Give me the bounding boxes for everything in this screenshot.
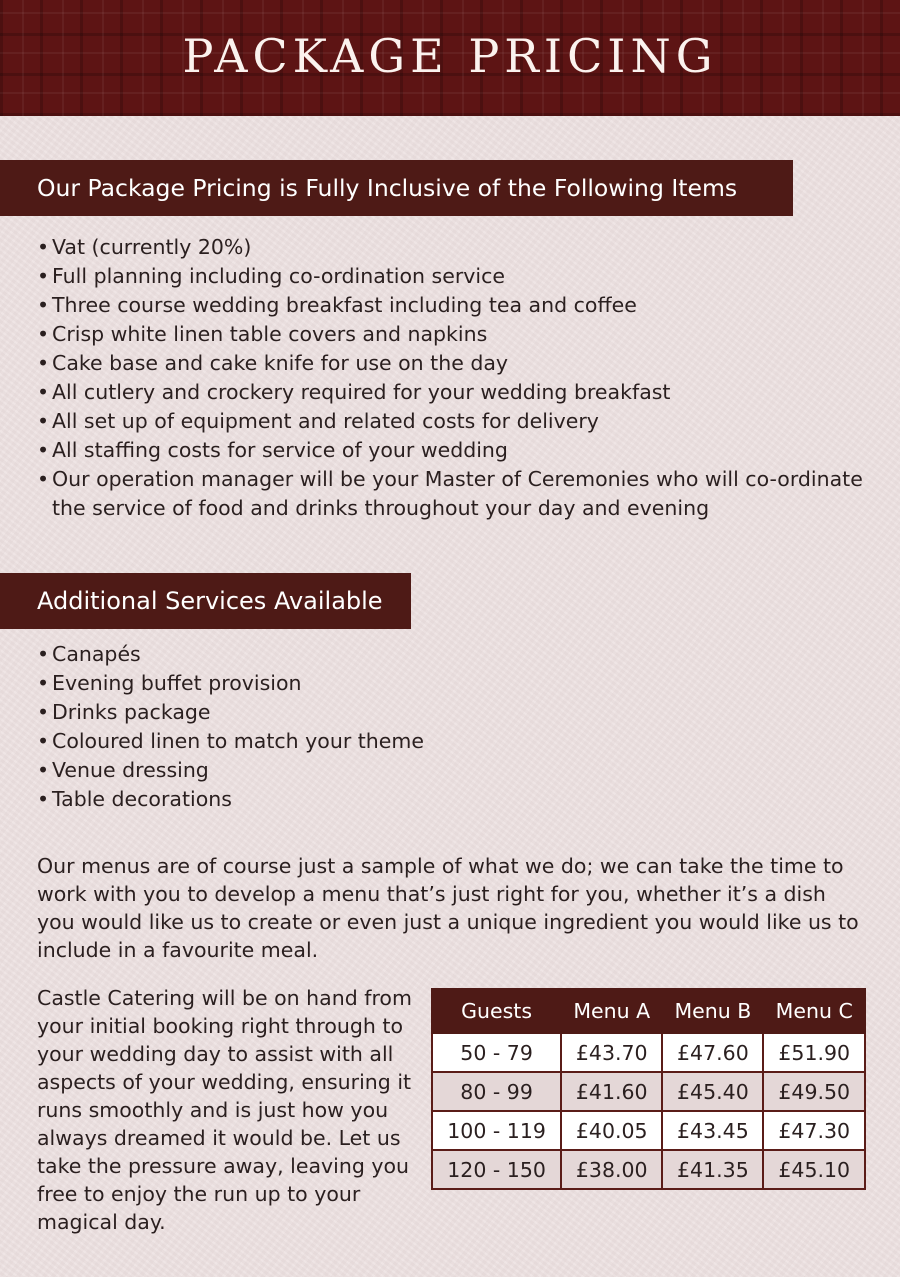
- list-item: • Our operation manager will be your Master of Ceremonies who will co-ordinate the service of food and drinks throughout your day and evening: [37, 465, 867, 523]
- page-banner: [0, 0, 900, 116]
- list-item: • Coloured linen to match your theme: [37, 727, 637, 756]
- table-cell: 80 - 99: [432, 1072, 561, 1111]
- header-guests: Guests: [432, 989, 561, 1033]
- list-item: • Table decorations: [37, 785, 637, 814]
- table-header-row: [432, 989, 865, 1033]
- list-item: • Canapés: [37, 640, 637, 669]
- table-cell: 120 - 150: [432, 1150, 561, 1189]
- header-menu-b: Menu B: [662, 989, 763, 1033]
- list-item: • Vat (currently 20%): [37, 233, 867, 262]
- header-menu-a: Menu A: [561, 989, 662, 1033]
- table-cell: £40.05: [561, 1111, 662, 1150]
- table-cell: £38.00: [561, 1150, 662, 1189]
- table-cell: 50 - 79: [432, 1033, 561, 1072]
- table-cell: 100 - 119: [432, 1111, 561, 1150]
- table-row: [432, 1150, 865, 1189]
- additional-list: [37, 640, 637, 814]
- table-cell: £41.35: [662, 1150, 763, 1189]
- table-cell: £45.10: [763, 1150, 865, 1189]
- additional-heading: Additional Services Available: [0, 573, 411, 629]
- pricing-table: [431, 988, 866, 1190]
- list-item: • Venue dressing: [37, 756, 637, 785]
- list-item: • Cake base and cake knife for use on the day: [37, 349, 867, 378]
- list-item: • Drinks package: [37, 698, 637, 727]
- table-row: [432, 1111, 865, 1150]
- table-cell: £41.60: [561, 1072, 662, 1111]
- list-item: • Three course wedding breakfast including tea and coffee: [37, 291, 867, 320]
- list-item: • All staffing costs for service of your wedding: [37, 436, 867, 465]
- list-item: • All cutlery and crockery required for your wedding breakfast: [37, 378, 867, 407]
- table-cell: £51.90: [763, 1033, 865, 1072]
- list-item: • Evening buffet provision: [37, 669, 637, 698]
- list-item: • Crisp white linen table covers and napkins: [37, 320, 867, 349]
- list-item: • All set up of equipment and related costs for delivery: [37, 407, 867, 436]
- table-row: [432, 1072, 865, 1111]
- menus-paragraph: Our menus are of course just a sample of what we do; we can take the time to work with you to develop a menu that’s just right for you, whether it’s a dish you would like us to create or even just a unique ingredient you would like us to include in a favourite meal.: [37, 854, 859, 962]
- inclusive-list: [37, 233, 867, 523]
- table-cell: £43.45: [662, 1111, 763, 1150]
- header-menu-c: Menu C: [763, 989, 865, 1033]
- castle-paragraph: Castle Catering will be on hand from your initial booking right through to your wedding day to assist with all aspects of your wedding, ensuring it runs smoothly and is just how you always dreamed it would be. Let us take the pressure away, leaving you free to enjoy the run up to your magical day.: [37, 986, 412, 1234]
- table-cell: £47.60: [662, 1033, 763, 1072]
- inclusive-heading: Our Package Pricing is Fully Inclusive of the Following Items: [0, 160, 793, 216]
- list-item: • Full planning including co-ordination service: [37, 262, 867, 291]
- table-cell: £49.50: [763, 1072, 865, 1111]
- table-row: [432, 1033, 865, 1072]
- table-cell: £43.70: [561, 1033, 662, 1072]
- table-cell: £45.40: [662, 1072, 763, 1111]
- page-title: PACKAGE PRICING: [182, 29, 718, 83]
- table-cell: £47.30: [763, 1111, 865, 1150]
